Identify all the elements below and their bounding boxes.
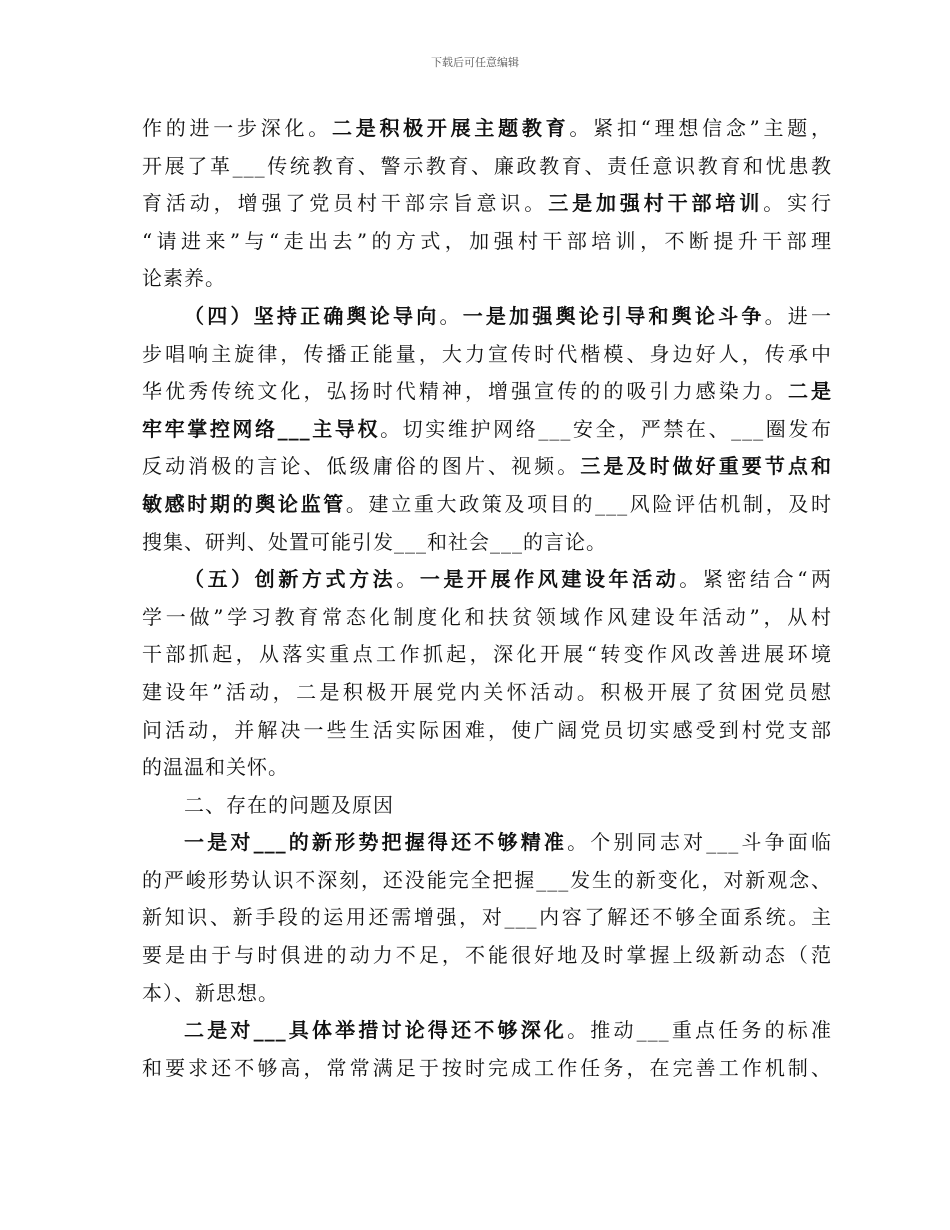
text-segment: 的温温和关怀。 — [142, 755, 289, 780]
text-line — [142, 787, 832, 825]
text-line — [142, 223, 832, 261]
text-segment: 新知识、新手段的运用还需增强，对___内容了解还不够全面系统。主 — [142, 905, 832, 930]
text-line — [142, 486, 832, 524]
text-line — [142, 110, 832, 148]
text-segment: 要是由于与时俱进的动力不足，不能很好地及时掌握上级新动态（范 — [142, 943, 832, 968]
text-segment: 。建立重大政策及项目的___风险评估机制，及时 — [345, 491, 833, 516]
text-segment: “请进来”与“走出去”的方式，加强村干部培训，不断提升干部理 — [142, 228, 832, 253]
text-segment: 反动消极的言论、低级庸俗的图片、视频。 — [142, 454, 581, 479]
bold-text-segment: 三是加强村干部培训 — [548, 191, 764, 216]
text-segment: 学一做”学习教育常态化制度化和扶贫领域作风建设年活动”，从村 — [142, 604, 832, 629]
text-line — [142, 862, 832, 900]
text-segment: 华优秀传统文化，弘扬时代精神，增强宣传的的吸引力感染力。 — [142, 379, 788, 404]
text-line — [142, 373, 832, 411]
text-segment: 。紧密结合“两 — [679, 567, 833, 592]
text-line — [142, 636, 832, 674]
text-segment: 和要求还不够高，常常满足于按时完成工作任务，在完善工作机制、 — [142, 1055, 832, 1080]
text-segment: 建设年”活动，二是积极开展党内关怀活动。积极开展了贫困党员慰 — [142, 679, 832, 704]
text-line — [142, 975, 832, 1013]
text-segment: 。进一 — [764, 303, 833, 328]
text-line — [142, 674, 832, 712]
text-segment: 。 — [439, 303, 463, 328]
text-segment: 。推动___重点任务的标准 — [567, 1018, 833, 1043]
text-segment: 作的进一步深化。 — [142, 116, 332, 140]
bold-text-segment: 一是对___的新形势把握得还不够精准 — [184, 830, 568, 855]
text-line — [142, 336, 832, 374]
bold-text-segment: 一是加强舆论引导和舆论斗争 — [462, 303, 765, 328]
text-line — [142, 260, 832, 298]
text-line — [142, 148, 832, 186]
text-line — [142, 899, 832, 937]
text-line — [142, 824, 832, 862]
text-segment: 。 — [396, 567, 420, 592]
text-line — [142, 185, 832, 223]
text-line — [142, 599, 832, 637]
text-segment: 。个别同志对___斗争面临 — [567, 830, 833, 855]
text-line — [142, 448, 832, 486]
text-segment: 育活动，增强了党员村干部宗旨意识。 — [142, 191, 549, 216]
text-line — [142, 411, 832, 449]
text-segment: 步唱响主旋律，传播正能量，大力宣传时代楷模、身边好人，传承中 — [142, 341, 832, 366]
document-body — [142, 110, 832, 1087]
text-segment: 搜集、研判、处置可能引发___和社会___的言论。 — [142, 529, 607, 554]
text-segment: 。实行 — [763, 191, 833, 216]
bold-text-segment: 牢牢掌控网络___主导权 — [142, 416, 381, 441]
bold-text-segment: 敏感时期的舆论监管 — [142, 491, 346, 516]
text-segment: 的严峻形势认识不深刻，还没能完全把握___发生的新变化，对新观念、 — [142, 867, 832, 892]
text-segment: 二、存在的问题及原因 — [184, 792, 394, 817]
bold-text-segment: （五）创新方式方法 — [184, 567, 397, 592]
text-line — [142, 749, 832, 787]
text-line — [142, 524, 832, 562]
page-header: 下载后可任意编辑 — [431, 56, 519, 69]
text-segment: 问活动，并解决一些生活实际困难，使广阔党员切实感受到村党支部 — [142, 717, 832, 742]
text-line — [142, 1050, 832, 1088]
bold-text-segment: （四）坚持正确舆论导向 — [184, 303, 440, 328]
text-segment: 干部抓起，从落实重点工作抓起，深化开展“转变作风改善进展环境 — [142, 642, 832, 667]
text-segment: 。切实维护网络___安全，严禁在、___圈发布 — [380, 416, 833, 441]
text-line — [142, 937, 832, 975]
bold-text-segment: 一是开展作风建设年活动 — [419, 567, 680, 592]
text-line — [142, 561, 832, 599]
bold-text-segment: 二是对___具体举措讨论得还不够深化 — [184, 1018, 568, 1043]
bold-text-segment: 二是 — [787, 379, 833, 404]
text-segment: 论素养。 — [142, 266, 226, 291]
text-segment: 开展了革___传统教育、警示教育、廉政教育、责任意识教育和忧患教 — [142, 153, 832, 178]
text-segment: 。紧扣“理想信念”主题， — [569, 116, 833, 140]
text-line — [142, 298, 832, 336]
text-line — [142, 1012, 832, 1050]
bold-text-segment: 二是积极开展主题教育 — [331, 116, 570, 140]
text-segment: 本）、新思想。 — [142, 980, 279, 1005]
text-line — [142, 712, 832, 750]
bold-text-segment: 三是及时做好重要节点和 — [580, 454, 833, 479]
